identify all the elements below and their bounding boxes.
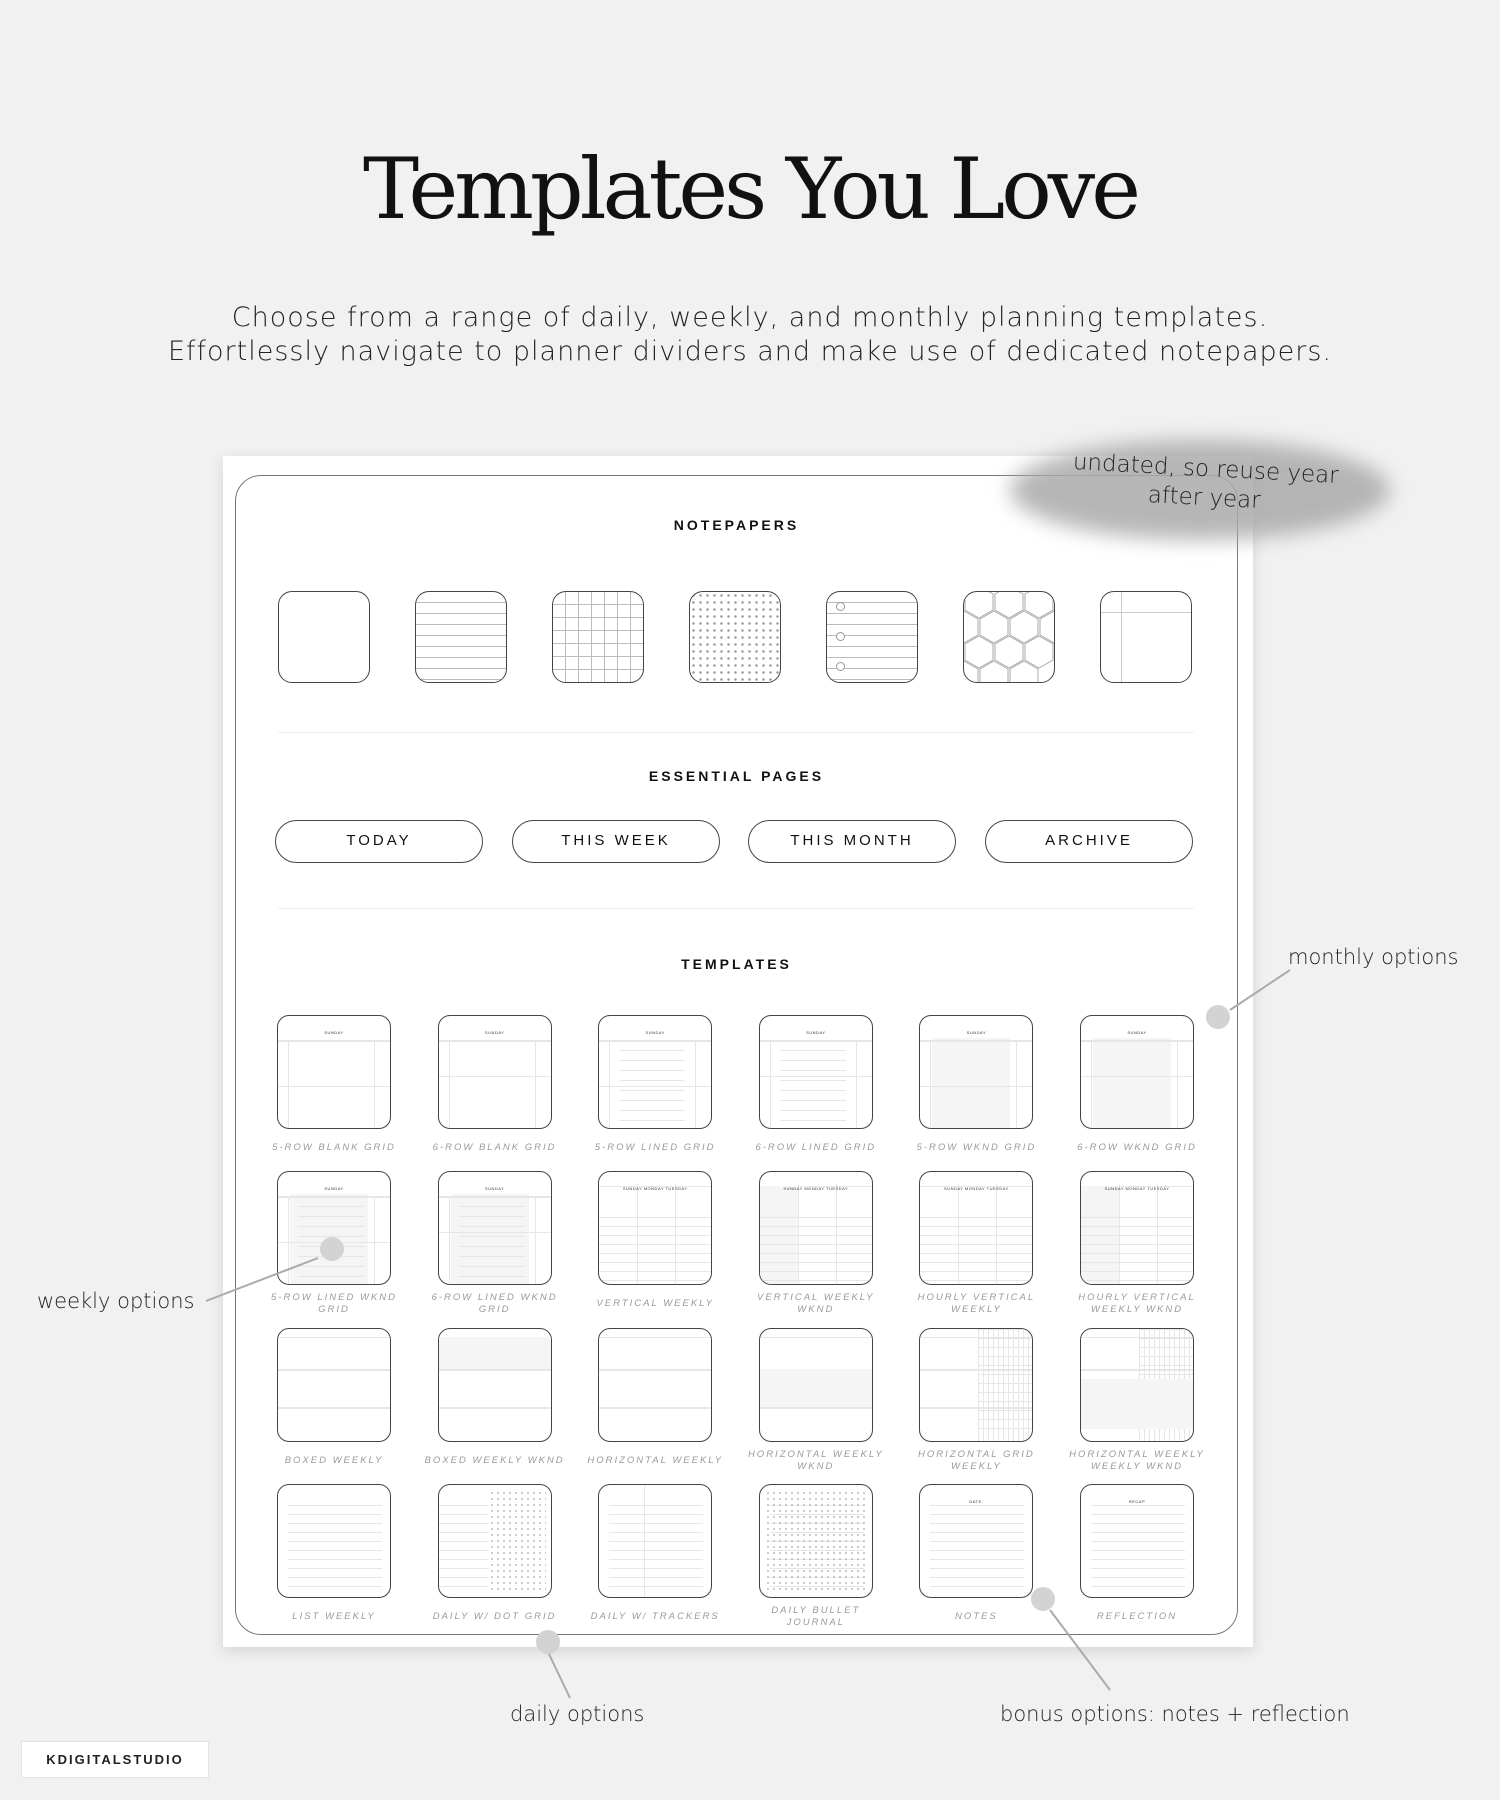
- subtitle-line-2: Effortlessly navigate to planner dividers and make use of dedicated notepapers.: [167, 336, 1333, 367]
- template-label: REFLECTION: [1096, 1611, 1178, 1622]
- thumbnail-header: SUNDAY MONDAY TUESDAY: [944, 1186, 1009, 1191]
- thumbnail-header: SUNDAY MONDAY TUESDAY: [1104, 1186, 1170, 1191]
- weekly-options-marker: [320, 1237, 344, 1261]
- template-label: DAILY W/ DOT GRID: [432, 1611, 557, 1622]
- thumbnail-header: DATE:: [969, 1499, 984, 1504]
- template-label: BOXED WEEKLY: [284, 1455, 384, 1466]
- template-label: VERTICAL WEEKLY: [596, 1298, 714, 1309]
- template-label: 6-ROW WKND GRID: [1077, 1142, 1197, 1153]
- bonus-options-marker: [1031, 1587, 1055, 1611]
- template-label: VERTICAL WEEKLY WKND: [757, 1292, 875, 1315]
- template-label: 6-ROW BLANK GRID: [432, 1142, 557, 1153]
- this-week-button[interactable]: THIS WEEK: [512, 820, 720, 863]
- thumbnail-header: SUNDAY MONDAY TUESDAY: [783, 1186, 849, 1191]
- monthly-options-annotation: monthly options: [1288, 945, 1459, 969]
- notepapers-heading: NOTEPAPERS: [673, 517, 800, 533]
- brand-logo: KDIGITALSTUDIO: [21, 1741, 209, 1778]
- daily-options-marker: [536, 1630, 560, 1654]
- template-label: DAILY BULLET JOURNAL: [771, 1605, 861, 1628]
- weekly-options-annotation: weekly options: [37, 1289, 195, 1313]
- thumbnail-header: SUNDAY MONDAY TUESDAY: [622, 1186, 688, 1191]
- thumbnail-header: SUNDAY: [484, 1186, 505, 1191]
- callout-text: undated, so reuse year after year: [1072, 449, 1340, 514]
- template-label: 6-ROW LINED GRID: [755, 1142, 877, 1153]
- thumbnail-header: SUNDAY: [645, 1030, 665, 1035]
- template-label: HORIZONTAL WEEKLY WKND: [747, 1449, 884, 1472]
- template-label: LIST WEEKLY: [292, 1611, 376, 1622]
- thumbnail-header: RECAP: [1128, 1499, 1146, 1504]
- today-button[interactable]: TODAY: [275, 820, 483, 863]
- thumbnail-header: SUNDAY: [484, 1030, 505, 1035]
- thumbnail-header: SUNDAY: [806, 1030, 826, 1035]
- template-label: HORIZONTAL WEEKLY WEEKLY WKND: [1069, 1449, 1205, 1472]
- template-label: HOURLY VERTICAL WEEKLY: [917, 1292, 1036, 1315]
- thumbnail-header: SUNDAY: [1127, 1030, 1147, 1035]
- templates-heading: TEMPLATES: [681, 956, 792, 972]
- template-label: NOTES: [955, 1611, 998, 1622]
- archive-button[interactable]: ARCHIVE: [985, 820, 1193, 863]
- thumbnail-header: SUNDAY: [966, 1030, 987, 1035]
- template-label: 6-ROW LINED WKND GRID: [431, 1292, 558, 1315]
- thumbnail-header: SUNDAY: [324, 1030, 344, 1035]
- subtitle-line-1: Choose from a range of daily, weekly, and monthly planning templates.: [231, 302, 1269, 333]
- template-label: DAILY W/ TRACKERS: [590, 1611, 720, 1622]
- bonus-options-annotation: bonus options: notes + reflection: [1000, 1702, 1350, 1726]
- monthly-options-marker: [1206, 1005, 1230, 1029]
- thumbnail-header: SUNDAY: [324, 1186, 344, 1191]
- template-label: 5-ROW LINED GRID: [594, 1142, 716, 1153]
- this-month-button[interactable]: THIS MONTH: [748, 820, 956, 863]
- template-label: 5-ROW LINED WKND GRID: [271, 1292, 397, 1315]
- page-title: Templates You Love: [363, 140, 1137, 238]
- template-label: HOURLY VERTICAL WEEKLY WKND: [1078, 1292, 1196, 1315]
- daily-options-annotation: daily options: [510, 1702, 645, 1726]
- template-label: 5-ROW WKND GRID: [916, 1142, 1037, 1153]
- template-label: 5-ROW BLANK GRID: [272, 1142, 396, 1153]
- template-label: HORIZONTAL WEEKLY: [587, 1455, 724, 1466]
- template-label: BOXED WEEKLY WKND: [424, 1455, 565, 1466]
- template-label: HORIZONTAL GRID WEEKLY: [918, 1449, 1035, 1472]
- essential-pages-heading: ESSENTIAL PAGES: [648, 768, 825, 784]
